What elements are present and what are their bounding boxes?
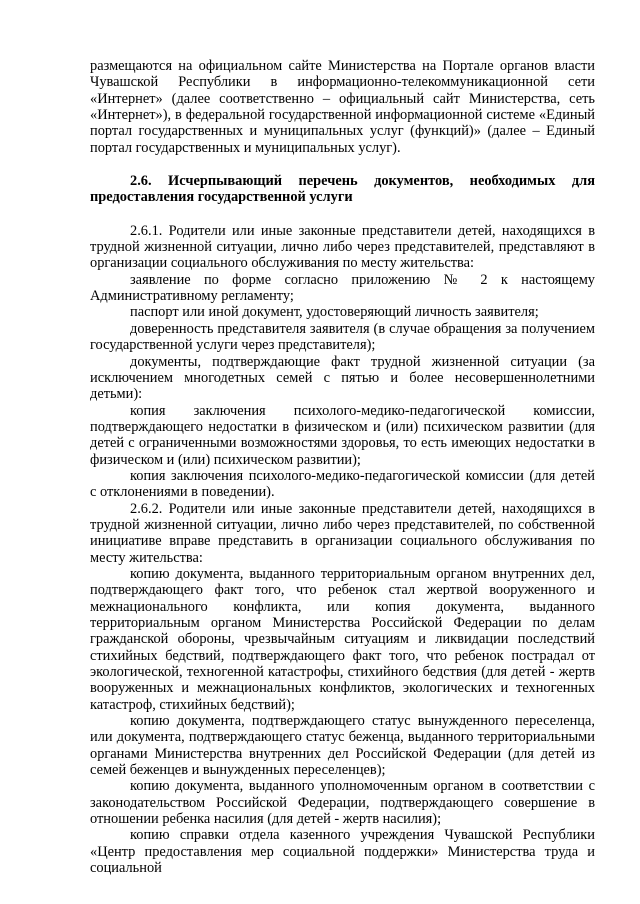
list-item-hardship-documents: документы, подтверждающие факт трудной жизненной ситуации (за исключением многодетных семей с пятью и более несовершеннолетними детьми): [90,353,595,403]
section-heading-2-6: 2.6. Исчерпывающий перечень документов, необходимых для предоставления государственной услуги [90,173,595,206]
paragraph-portal-publication: размещаются на официальном сайте Министерства на Портале органов власти Чувашской Республики в информационно-телекоммуникационной сети «Интернет» (далее соответственно – официальный сайт Министерства, сеть «Интернет»), в федеральной государственной информационной системе «Единый портал государственных и муниципальных услуг (функций)» (далее – Единый портал государственных и муниципальных услуг). [90,58,595,156]
list-item-refugee-status: копию документа, подтверждающего статус вынужденного переселенца, или документа, подтверждающего статус беженца, выданного территориальными органами Министерства внутренних дел Российской Федерации (для детей из семей беженцев и вынужденных переселенцев); [90,713,595,779]
paragraph-gap [90,156,595,173]
list-item-violence-victim: копию документа, выданного уполномоченным органом в соответствии с законодательством Российской Федерации, подтверждающего совершение в отношении ребенка насилия (для детей - жертв насилия); [90,778,595,828]
list-item-conflict-victim: копию документа, выданного территориальным органом внутренних дел, подтверждающего факт того, что ребенок стал жертвой вооруженного и межнационального конфликта, или копия документа, выданного территориальным органом Министерства Российской Федерации по делам гражданской обороны, чрезвычайным ситуациям и ликвидации последствий стихийных бедствий, подтверждающего факт того, что ребенок пострадал от экологической, техногенной катастрофы, стихийного бедствия (для детей - жертв вооруженных и межнациональных конфликтов, экологических и техногенных катастроф, стихийных бедствий); [90,565,595,713]
paragraph-2-6-1: 2.6.1. Родители или иные законные представители детей, находящихся в трудной жизненной ситуации, лично либо через представителей, представляют в организации социального обслуживания по месту жительства: [90,222,595,272]
list-item-pmpk-behavior: копия заключения психолого-медико-педагогической комиссии (для детей с отклонениями в поведении). [90,467,595,501]
paragraph-2-6-2: 2.6.2. Родители или иные законные представители детей, находящихся в трудной жизненной ситуации, лично либо через представителей, по собственной инициативе вправе представить в организации социального обслуживания по месту жительства: [90,500,595,566]
list-item-application-form: заявление по форме согласно приложению № 2 к настоящему Административному регламенту; [90,271,595,305]
list-item-power-of-attorney: доверенность представителя заявителя (в случае обращения за получением государственной услуги через представителя); [90,320,595,354]
paragraph-gap [90,206,595,223]
list-item-passport: паспорт или иной документ, удостоверяющий личность заявителя; [130,304,539,321]
list-item-pmpk-development: копия заключения психолого-медико-педагогической комиссии, подтверждающего недостатки в физическом и (или) психическом развитии (для детей с ограниченными возможностями здоровья, то есть имеющих недостатки в физическом и (или) психическом развитии); [90,402,595,468]
list-item-social-support-certificate: копию справки отдела казенного учреждения Чувашской Республики «Центр предоставления мер социальной поддержки» Министерства труда и социальной [90,827,595,877]
document-page [90,58,595,877]
